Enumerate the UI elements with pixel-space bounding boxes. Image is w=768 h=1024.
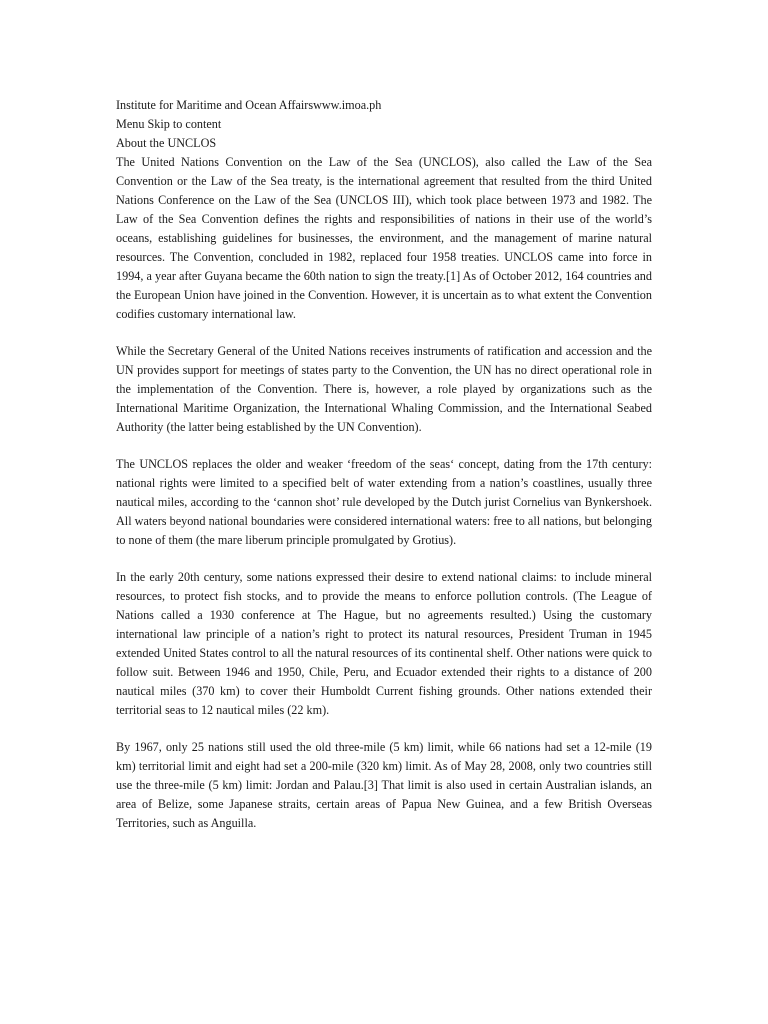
paragraph-3: The UNCLOS replaces the older and weaker ‘freedom of the seas‘ concept, dating from the 17th century: national rights were limited to a specified belt of water extending from a nation’s coastlines, usually three nautical miles, according to the ‘cannon shot’ rule developed by the Dutch jurist Cornelius van Bynkershoek. All waters beyond national boundaries were considered international waters: free to all nations, but belonging to none of them (the mare liberum principle promulgated by Grotius).: [116, 457, 652, 547]
nav-menu-skip-link[interactable]: Menu Skip to content: [116, 117, 222, 131]
site-title: Institute for Maritime and Ocean Affairswww.imoa.ph: [116, 98, 382, 112]
paragraph-2: While the Secretary General of the United Nations receives instruments of ratification and accession and the UN provides support for meetings of states party to the Convention, the UN has no direct operational role in the implementation of the Convention. There is, however, a role played by organizations such as the International Maritime Organization, the International Whaling Commission, and the International Seabed Authority (the latter being established by the UN Convention).: [116, 344, 652, 434]
paragraph-1: The United Nations Convention on the Law of the Sea (UNCLOS), also called the Law of the Sea Convention or the Law of the Sea treaty, is the international agreement that resulted from the third United Nations Conference on the Law of the Sea (UNCLOS III), which took place between 1973 and 1982. The Law of the Sea Convention defines the rights and responsibilities of nations in their use of the world’s oceans, establishing guidelines for businesses, the environment, and the management of marine natural resources. The Convention, concluded in 1982, replaced four 1958 treaties. UNCLOS came into force in 1994, a year after Guyana became the 60th nation to sign the treaty.[1] As of October 2012, 164 countries and the European Union have joined in the Convention. However, it is uncertain as to what extent the Convention codifies customary international law.: [116, 155, 652, 321]
paragraph-4: In the early 20th century, some nations expressed their desire to extend national claims: to include mineral resources, to protect fish stocks, and to provide the means to enforce pollution controls. (The League of Nations called a 1930 conference at The Hague, but no agreements resulted.) Using the customary international law principle of a nation’s right to protect its natural resources, President Truman in 1945 extended United States control to all the natural resources of its continental shelf. Other nations were quick to follow suit. Between 1946 and 1950, Chile, Peru, and Ecuador extended their rights to a distance of 200 nautical miles (370 km) to cover their Humboldt Current fishing grounds. Other nations extended their territorial seas to 12 nautical miles (22 km).: [116, 570, 652, 717]
paragraph-5: By 1967, only 25 nations still used the old three-mile (5 km) limit, while 66 nations had set a 12-mile (19 km) territorial limit and eight had set a 200-mile (320 km) limit. As of May 28, 2008, only two countries still use the three-mile (5 km) limit: Jordan and Palau.[3] That limit is also used in certain Australian islands, an area of Belize, some Japanese straits, certain areas of Papua New Guinea, and a few British Overseas Territories, such as Anguilla.: [116, 740, 652, 830]
page-title: About the UNCLOS: [116, 136, 217, 150]
document-page: [116, 96, 652, 851]
